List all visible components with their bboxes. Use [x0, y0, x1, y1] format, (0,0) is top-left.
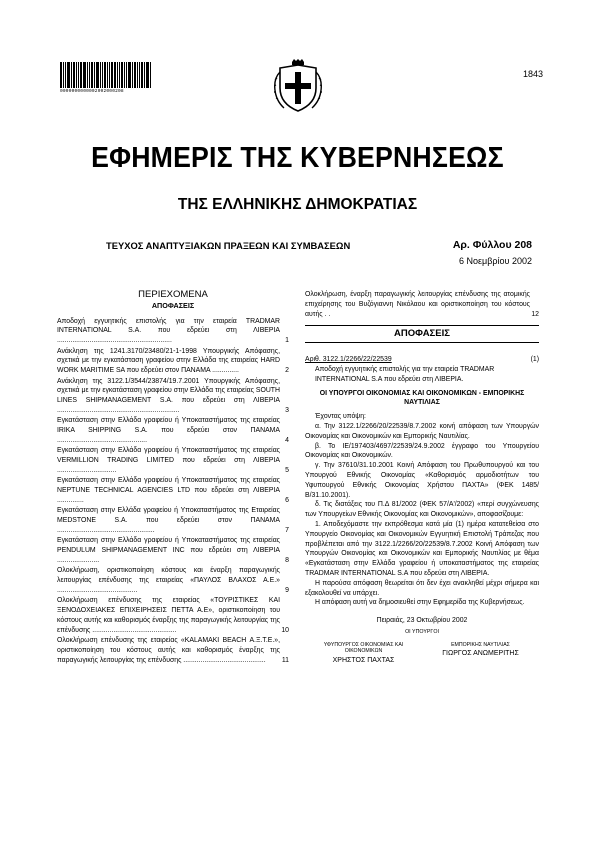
contents-item-text: Εγκατάσταση στην Ελλάδα γραφείου ή Υποκαταστήματος της εταιρείας VERMILLION TRADING LIMITED που εδρεύει στη ΛΙΒΕΡΙΑ ............................... [57, 447, 280, 474]
decision-paragraph: γ. Την 37610/31.10.2001 Κοινή Απόφαση του Πρωθυπουργού και του Υπουργού Εθνικής Οικονομίας «Καθορισμός αρμοδιοτήτων του Υφυπουργού Εθνικής Οικονομίας Χρήστου ΠΑΧΤΑ» (ΦΕΚ 1485/Β/31.10.2001). [305, 462, 539, 499]
contents-item-page: 1 [285, 337, 289, 345]
issue-date: 6 Νοεμβρίου 2002 [459, 256, 532, 266]
signatory-name: ΓΙΩΡΓΟΣ ΑΝΩΜΕΡΙΤΗΣ [442, 650, 519, 658]
page-number: 1843 [522, 69, 543, 79]
contents-item [57, 536, 289, 565]
contents-item-page: 6 [285, 496, 289, 504]
contents-item-text: Ολοκλήρωση, έναρξη παραγωγικής λειτουργίας επένδυσης της ατομικής επιχείρησης του Βυζόγιαννη Νικόλαου και οριστικοποίηση του κόστους αυτής . . [305, 291, 530, 318]
contents-item-page: 5 [285, 466, 289, 474]
contents-item-page: 12 [531, 310, 539, 318]
signatory [424, 642, 536, 666]
contents-item-page: 11 [281, 656, 289, 664]
decision-subject: Αποδοχή εγγυητικής επιστολής για την εταιρεία TRADMAR INTERNATIONAL S.A που εδρεύει στη ΛΙΒΕΡΙΑ. [315, 365, 495, 383]
contents-item [57, 416, 289, 445]
decision-paragraph: Η απόφαση αυτή να δημοσιευθεί στην Εφημερίδα της Κυβερνήσεως. [315, 599, 525, 607]
contents-item-text: Ανάκληση της 3122.1/3544/23874/19.7.2001 Υπουργικής Απόφασης, σχετικά με την εγκατάσταση γραφείου στην Ελλάδα της εταιρείας SOUTH LINES SHIPMANAGEMENT S.A. που εδρεύει στη ΛΙΒΕΡΙΑ ................................................................ [57, 377, 280, 414]
contents-item-text: Ολοκλήρωση, οριστικοποίηση κόστους και έναρξη παραγωγικής λειτουργίας επένδυσης της εταιρείας «ΠΑΥΛΟΣ ΒΛΑΧΟΣ Α.Ε.» .......................................... [57, 567, 280, 594]
signatory-title: ΥΦΥΠΟΥΡΓΟΣ ΟΙΚΟΝΟΜΙΑΣ ΚΑΙ ΟΙΚΟΝΟΜΙΚΩΝ [323, 641, 404, 655]
contents-item [57, 347, 289, 376]
ministers-heading: ΟΙ ΥΠΟΥΡΓΟΙ ΟΙΚΟΝΟΜΙΑΣ ΚΑΙ ΟΙΚΟΝΟΜΙΚΩΝ - ΕΜΠΟΡΙΚΗΣ ΝΑΥΤΙΛΙΑΣ [319, 389, 525, 407]
decision-paragraph: Η παρούσα απόφαση θεωρείται ότι δεν έχει ανακληθεί μέχρι σήμερα και εξακολουθεί να υπάρχει. [305, 579, 539, 597]
decision-paragraph: 1. Αποδεχόμαστε την εκπρόθεσμα κατά μία (1) ημέρα κατατεθείσα στο Υπουργείο Οικονομίας και Οικονομικών Εγγυητική Επιστολή Τράπεζας που προβλέπεται από την 3122.1/2266/20/22539/8.7.2002 Κοινή Απόφαση των Υπουργών Οικονομίας και Οικονομικών και Εμπορικής Ναυτιλίας με θέμα «Εγκατάσταση στην Ελλάδα γραφείου ή υποκαταστήματος της εταιρείας TRADMAR INTERNATIONAL S.A που εδρεύει στη ΛΙΒΕΡΙΑ. [305, 520, 539, 577]
contents-item-page: 4 [285, 436, 289, 444]
decision-paragraph: Έχοντας υπόψη: [315, 413, 366, 421]
contents-item [57, 476, 289, 505]
issue-number: Αρ. Φύλλου 208 [452, 239, 532, 251]
contents-item-continued [305, 290, 539, 319]
decision-paragraph: α. Την 3122.1/2266/20/22539/8.7.2002 κοινή απόφαση των Υπουργών Οικονομίας και Οικονομικών και Εμπορικής Ναυτιλίας. [305, 422, 539, 440]
contents-item [57, 377, 289, 416]
contents-item-page: 3 [285, 406, 289, 414]
signatures [305, 642, 539, 666]
contents-item-text: Ολοκλήρωση επένδυσης της εταιρείας «ΤΟΥΡΙΣΤΙΚΕΣ ΚΑΙ ΞΕΝΟΔΟΧΕΙΑΚΕΣ ΕΠΙΧΕΙΡΗΣΕΙΣ ΠΕΤΤΑ Α.Ε», οριστικοποίηση του κόστους αυτής και καθορισμός έναρξης της παραγωγικής λειτουργίας της επένδυσης ............................................ [57, 597, 280, 634]
contents-item [57, 446, 289, 475]
contents-item-text: Εγκατάσταση στην Ελλάδα γραφείου ή Υποκαταστήματος της εταιρείας NEPTUNE TECHNICAL AGENCIES LTD που εδρεύει στη ΛΙΒΕΡΙΑ .............. [57, 477, 280, 504]
place-date: Πειραιάς, 23 Οκτωβρίου 2002 [376, 617, 468, 625]
contents-item-text: Εγκατάσταση στην Ελλάδα γραφείου ή Υποκαταστήματος της Εταιρείας MEDSTONE S.A. που εδρεύει στον ΠΑΝΑΜΑ ................................................... [57, 507, 280, 534]
series-title: ΤΕΥΧΟΣ ΑΝΑΠΤΥΞΙΑΚΩΝ ΠΡΑΞΕΩΝ ΚΑΙ ΣΥΜΒΑΣΕΩΝ [106, 240, 351, 251]
contents-item-text: Ολοκλήρωση επένδυσης της εταιρείας «KALAMAKI BEACH Α.Ξ.Τ.Ε.», οριστικοποίηση του κόστους αυτής και καθορισμός έναρξης της παραγωγικής λειτουργίας της επένδυσης ........................................... [57, 637, 280, 664]
decisions-heading: ΑΠΟΦΑΣΕΙΣ [305, 325, 539, 343]
contents-item [57, 317, 289, 346]
contents-item-text: Ανάκληση της 1241.3170/23480/21-1-1998 Υπουργικής Απόφασης, σχετικά με την εγκατάσταση γραφείου στην Ελλάδα της εταιρείας HARD WORK MARITIME SA που εδρεύει στον ΠΑΝΑΜΑ .............. [57, 347, 280, 375]
decision-paragraph: β. Το ΙΕ/197403/4697/22539/24.9.2002 έγγραφο του Υπουργείου Οικονομίας και Οικονομικών. [305, 442, 539, 460]
republic-subtitle: ΤΗΣ ΕΛΛΗΝΙΚΗΣ ΔΗΜΟΚΡΑΤΙΑΣ [177, 196, 418, 213]
barcode [60, 62, 152, 88]
contents-item-page: 2 [285, 367, 289, 375]
decision-body [305, 412, 539, 608]
signatory-name: ΧΡΗΣΤΟΣ ΠΑΧΤΑΣ [332, 656, 395, 664]
signatory [307, 642, 419, 666]
decision-paragraph: δ. Τις διατάξεις του Π.Δ 81/2002 (ΦΕΚ 57/Α'/2002) «περί συγχώνευσης των Υπουργείων Εθνικής Οικονομίας και Οικονομικών», αποφασίζουμε: [305, 501, 539, 519]
contents-item-page: 7 [285, 526, 289, 534]
signatory-title: ΕΜΠΟΡΙΚΗΣ ΝΑΥΤΙΛΙΑΣ [451, 641, 510, 648]
decisions-column [305, 290, 539, 666]
barcode-number: 0000000000002002000208 [60, 89, 124, 94]
decision-index: (1) [530, 356, 539, 364]
decision-reference: Αριθ. 3122.1/2266/22/22539 [305, 356, 392, 364]
contents-item-text: Εγκατάσταση στην Ελλάδα γραφείου ή Υποκαταστήματος της εταιρείας IRIKA SHIPPING S.A. που εδρεύει στον ΠΑΝΑΜΑ ............................................... [57, 417, 280, 444]
ministers-label: ΟΙ ΥΠΟΥΡΓΟΙ [405, 628, 439, 635]
greek-coat-of-arms-icon [274, 58, 322, 116]
contents-item-page: 10 [281, 626, 289, 634]
contents-item-text: Εγκατάσταση στην Ελλάδα γραφείου ή Υποκαταστήματος της εταιρείας PENDULUM SHIPMANAGEMENT INC που εδρεύει στη ΛΙΒΕΡΙΑ ...................... [57, 537, 280, 564]
contents-list [57, 317, 289, 666]
contents-item [57, 566, 289, 595]
decision-reference-line [305, 355, 539, 365]
contents-subheading: ΑΠΟΦΑΣΕΙΣ [151, 300, 195, 310]
contents-item-page: 8 [285, 556, 289, 564]
contents-column [57, 290, 289, 666]
contents-item [57, 636, 289, 665]
contents-item [57, 506, 289, 535]
contents-item-page: 9 [285, 586, 289, 594]
contents-heading: ΠΕΡΙΕΧΟΜΕΝΑ [138, 289, 208, 300]
contents-item-text: Αποδοχή εγγυητικής επιστολής για την εταιρεία TRADMAR INTERNATIONAL S.A. που εδρεύει στη ΛΙΒΕΡΙΑ ............................................................ [57, 317, 280, 345]
contents-item [57, 596, 289, 635]
gazette-title: ΕΦΗΜΕΡΙΣ ΤΗΣ ΚΥΒΕΡΝΗΣΕΩΣ [91, 142, 504, 174]
